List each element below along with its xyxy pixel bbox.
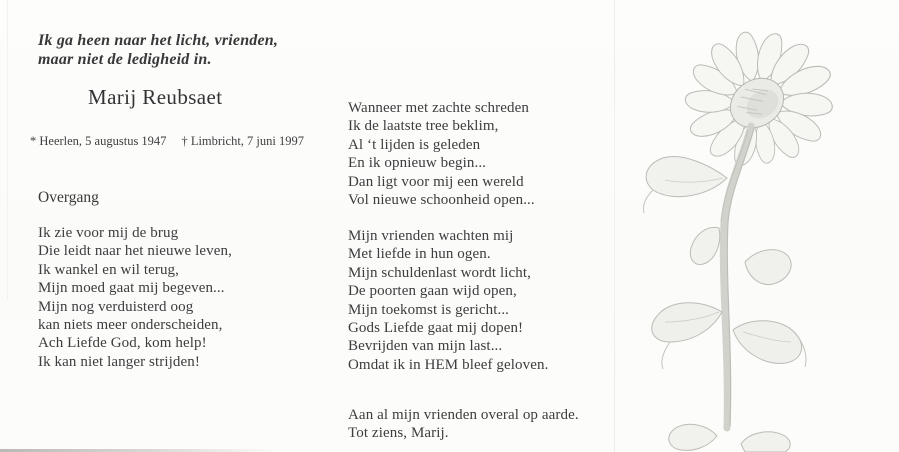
life-dates xyxy=(30,134,304,149)
quote-line: maar niet de ledigheid in. xyxy=(38,51,212,68)
poem-line: Mijn vrienden wachten mij xyxy=(348,228,514,244)
poem-line: Gods Liefde gaat mij dopen! xyxy=(348,320,524,337)
poem-title: Overgang xyxy=(38,189,99,206)
farewell-line: Aan al mijn vrienden overal op aarde. xyxy=(348,407,579,423)
farewell-line: Tot ziens, Marij. xyxy=(348,425,449,442)
poem-line: Wanneer met zachte schreden xyxy=(348,100,529,116)
scan-left-edge xyxy=(7,0,8,300)
deceased-name: Marij Reubsaet xyxy=(88,85,223,109)
poem-stanza-middle-1 xyxy=(348,99,535,209)
poem-stanza-middle-2 xyxy=(348,227,548,374)
poem-line: Mijn nog verduisterd oog xyxy=(38,298,194,315)
poem-line: En ik opnieuw begin... xyxy=(348,155,487,172)
poem-line: Mijn schuldenlast wordt licht, xyxy=(348,264,531,281)
poem-line: Al ‘t lijden is geleden xyxy=(348,136,481,153)
opening-quote xyxy=(38,31,278,69)
poem-line: Ik kan niet langer strijden! xyxy=(38,353,200,370)
poem-line: kan niets meer onderscheiden, xyxy=(38,317,223,334)
poem-line: De poorten gaan wijd open, xyxy=(348,283,517,300)
poem-line: Omdat ik in HEM bleef geloven. xyxy=(348,356,549,373)
poem-stanza-left xyxy=(38,224,232,371)
poem-line: Mijn toekomst is gericht... xyxy=(348,301,510,318)
poem-line: Ik de laatste tree beklim, xyxy=(348,118,499,135)
poem-line: Ik wankel en wil terug, xyxy=(38,261,180,278)
poem-line: Mijn moed gaat mij begeven... xyxy=(38,280,225,297)
poem-line: Die leidt naar het nieuwe leven, xyxy=(38,243,232,260)
farewell-text xyxy=(348,406,579,443)
poem-line: Ik zie voor mij de brug xyxy=(38,225,179,241)
poem-line: Dan ligt voor mij een wereld xyxy=(348,173,524,190)
birth-date: * Heerlen, 5 augustus 1947 xyxy=(30,134,167,148)
sunflower-illustration xyxy=(615,0,899,452)
poem-line: Bevrijden van mijn last... xyxy=(348,338,503,355)
poem-line: Ach Liefde God, kom help! xyxy=(38,335,207,352)
death-date: † Limbricht, 7 juni 1997 xyxy=(181,134,304,148)
quote-line: Ik ga heen naar het licht, vrienden, xyxy=(38,32,279,49)
poem-line: Vol nieuwe schoonheid open... xyxy=(348,192,535,209)
poem-line: Met liefde in hun ogen. xyxy=(348,246,491,263)
